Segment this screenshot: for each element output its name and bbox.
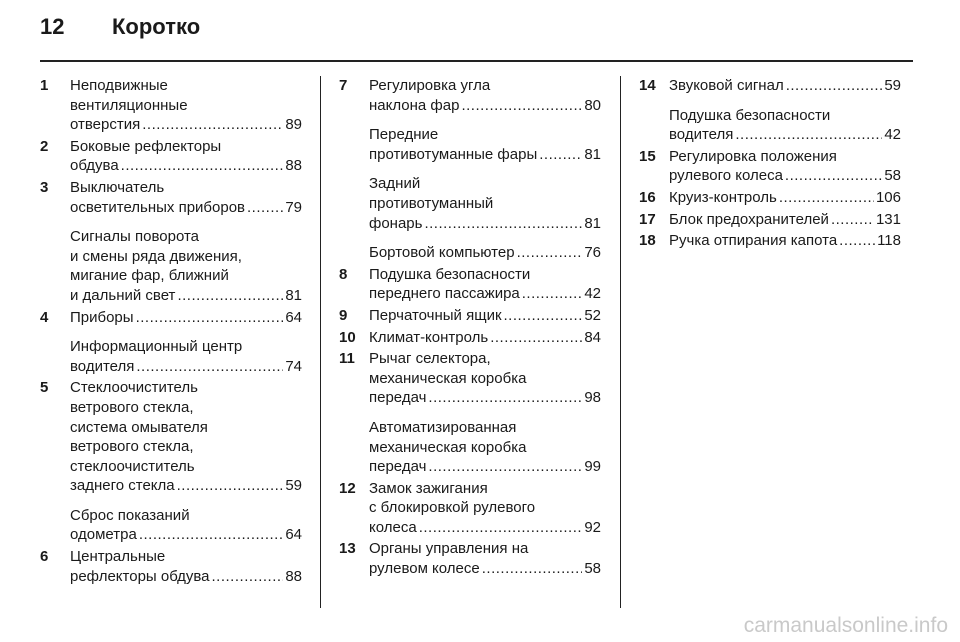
entry-text-line: с блокировкой рулевого (369, 499, 536, 517)
item-number: 7 (339, 77, 348, 94)
entry-leader-line (70, 476, 302, 496)
page-reference[interactable]: 59 (884, 77, 901, 94)
toc-column-2 (339, 76, 601, 589)
page-reference[interactable]: 42 (584, 285, 601, 303)
item-number: 5 (40, 379, 49, 397)
page-reference[interactable]: 52 (584, 306, 601, 324)
item-number: 4 (40, 308, 49, 326)
entry-text-line: Центральные (70, 548, 166, 566)
toc-entry[interactable] (40, 76, 302, 135)
entry-text-line: Боковые рефлекторы (70, 137, 222, 155)
dot-leader (139, 525, 283, 545)
entry-leader-line (669, 125, 901, 145)
page-reference[interactable]: 89 (285, 116, 302, 134)
page-reference[interactable]: 76 (584, 244, 601, 262)
toc-entry[interactable] (40, 178, 302, 217)
toc-entry[interactable] (639, 231, 901, 251)
toc-entry[interactable] (40, 227, 302, 305)
toc-entry[interactable] (40, 506, 302, 545)
entry-leader-line (70, 308, 302, 328)
item-number: 13 (339, 540, 356, 558)
toc-entry[interactable] (339, 479, 601, 538)
entry-text-line: Перчаточный ящик (369, 306, 502, 324)
toc-column-1 (40, 76, 302, 596)
entry-leader-line (70, 567, 302, 587)
page-reference[interactable]: 81 (584, 214, 601, 232)
toc-entry[interactable] (339, 76, 601, 115)
item-number: 10 (339, 328, 356, 346)
item-number: 18 (639, 232, 656, 250)
entry-leader-line (369, 284, 601, 304)
entry-text-line: и смены ряда движения, (70, 247, 242, 265)
item-number: 1 (40, 77, 49, 94)
item-number: 14 (639, 77, 656, 94)
toc-entry[interactable] (339, 243, 601, 263)
item-number: 16 (639, 188, 656, 206)
entry-leader-line (369, 96, 601, 116)
page-reference[interactable]: 64 (285, 526, 302, 544)
page-reference[interactable]: 118 (877, 232, 901, 250)
entry-leader-line (369, 388, 601, 408)
page-reference[interactable]: 81 (285, 286, 302, 304)
item-number: 9 (339, 306, 348, 324)
dot-leader (517, 243, 583, 263)
item-number: 2 (40, 137, 49, 155)
toc-entry[interactable] (40, 337, 302, 376)
entry-text-line: Регулировка угла (369, 77, 491, 94)
page-reference[interactable]: 99 (584, 458, 601, 476)
page-reference[interactable]: 131 (875, 210, 901, 228)
entry-leader-line (369, 243, 601, 263)
entry-leader-line (669, 76, 901, 96)
page-reference[interactable]: 59 (285, 477, 302, 495)
entry-text-line: ветрового стекла, (70, 438, 194, 456)
toc-entry[interactable] (339, 306, 601, 326)
toc-entry[interactable] (339, 349, 601, 408)
entry-text-line: колеса (369, 518, 417, 536)
column-divider (320, 76, 321, 608)
page-reference[interactable]: 74 (285, 357, 302, 375)
page-reference[interactable]: 64 (285, 308, 302, 326)
entry-leader-line (369, 214, 601, 234)
entry-text-line: осветительных приборов (70, 198, 246, 216)
dot-leader (247, 198, 283, 218)
toc-entry[interactable] (40, 378, 302, 496)
column-divider (620, 76, 621, 608)
entry-text-line: рефлекторы обдува (70, 567, 210, 585)
entry-text-line: и дальний свет (70, 286, 176, 304)
entry-text-line: Ручка отпирания капота (669, 232, 838, 250)
page-reference[interactable]: 81 (584, 145, 601, 163)
page-reference[interactable]: 84 (584, 328, 601, 346)
dot-leader (482, 559, 583, 579)
entry-text-line: ветрового стекла, (70, 398, 194, 416)
entry-text-line: механическая коробка (369, 438, 527, 456)
page-title: Коротко (112, 14, 201, 39)
entry-text-line: Регулировка положения (669, 147, 837, 165)
entry-text-line: передач (369, 458, 427, 476)
item-number: 15 (639, 147, 656, 165)
entry-text-line: мигание фар, ближний (70, 267, 229, 285)
entry-text-line: Бортовой компьютер (369, 244, 515, 262)
entry-text-line: Задний (369, 175, 421, 193)
toc-entry[interactable] (639, 76, 901, 96)
dot-leader (212, 567, 284, 587)
entry-text-line: Стеклоочиститель (70, 379, 198, 397)
toc-entry[interactable] (40, 547, 302, 586)
dot-leader (419, 518, 583, 538)
dot-leader (428, 457, 582, 477)
dot-leader (779, 188, 874, 208)
toc-entry[interactable] (339, 125, 601, 164)
entry-leader-line (669, 166, 901, 186)
entry-text-line: Органы управления на (369, 540, 529, 558)
page-reference[interactable]: 106 (875, 188, 901, 206)
entry-leader-line (70, 286, 302, 306)
toc-entry[interactable] (339, 539, 601, 578)
entry-text-line: переднего пассажира (369, 285, 520, 303)
toc-entry[interactable] (339, 265, 601, 304)
dot-leader (177, 476, 284, 496)
page-reference[interactable]: 58 (884, 167, 901, 185)
dot-leader (121, 156, 284, 176)
dot-leader (785, 166, 882, 186)
entry-text-line: механическая коробка (369, 369, 527, 387)
watermark: carmanualsonline.info (743, 614, 948, 637)
entry-leader-line (70, 115, 302, 135)
dot-leader (504, 306, 583, 326)
page-reference[interactable]: 88 (285, 157, 302, 175)
toc-entry[interactable] (639, 106, 901, 145)
dot-leader (136, 357, 283, 377)
entry-text-line: Передние (369, 126, 439, 144)
entry-text-line: Приборы (70, 308, 134, 326)
header-rule (40, 60, 913, 62)
entry-text-line: передач (369, 389, 427, 407)
entry-text-line: Круиз-контроль (669, 188, 777, 206)
page-header (40, 14, 200, 40)
entry-leader-line (669, 188, 901, 208)
entry-text-line: Замок зажигания (369, 479, 488, 497)
entry-leader-line (70, 198, 302, 218)
entry-text-line: заднего стекла (70, 477, 175, 495)
entry-leader-line (369, 457, 601, 477)
page-reference[interactable]: 98 (584, 389, 601, 407)
entry-text-line: Сброс показаний (70, 506, 190, 524)
entry-text-line: водителя (669, 126, 734, 144)
entry-text-line: противотуманный (369, 194, 494, 212)
entry-text-line: отверстия (70, 116, 141, 134)
entry-text-line: Блок предохранителей (669, 210, 829, 228)
page-reference[interactable]: 42 (884, 126, 901, 144)
entry-text-line: вентиляционные (70, 96, 188, 114)
toc-entry[interactable] (339, 418, 601, 477)
dot-leader (539, 145, 582, 165)
entry-leader-line (70, 156, 302, 176)
page-number: 12 (40, 14, 65, 39)
page-reference[interactable]: 58 (584, 560, 601, 578)
entry-text-line: Подушка безопасности (669, 106, 831, 124)
toc-entry[interactable] (40, 137, 302, 176)
entry-text-line: Сигналы поворота (70, 228, 200, 246)
dot-leader (490, 328, 582, 348)
dot-leader (424, 214, 582, 234)
dot-leader (428, 388, 582, 408)
entry-leader-line (369, 559, 601, 579)
item-number: 6 (40, 548, 49, 566)
page-reference[interactable]: 88 (285, 567, 302, 585)
dot-leader (831, 210, 874, 230)
page-reference[interactable]: 80 (584, 96, 601, 114)
entry-text-line: противотуманные фары (369, 145, 538, 163)
entry-leader-line (369, 306, 601, 326)
dot-leader (735, 125, 882, 145)
entry-text-line: рулевого колеса (669, 167, 783, 185)
toc-entry[interactable] (639, 147, 901, 186)
entry-text-line: стеклоочиститель (70, 457, 195, 475)
entry-text-line: Автоматизированная (369, 418, 517, 436)
entry-text-line: Информационный центр (70, 338, 243, 356)
entry-leader-line (70, 525, 302, 545)
entry-text-line: Рычаг селектора, (369, 350, 491, 368)
dot-leader (839, 231, 875, 251)
item-number: 12 (339, 479, 356, 497)
page-reference[interactable]: 92 (584, 518, 601, 536)
dot-leader (786, 76, 883, 96)
toc-entry[interactable] (339, 174, 601, 233)
entry-leader-line (369, 145, 601, 165)
toc-column-3 (639, 76, 901, 253)
entry-text-line: Неподвижные (70, 77, 168, 94)
entry-text-line: Подушка безопасности (369, 265, 531, 283)
page-reference[interactable]: 79 (285, 198, 302, 216)
entry-text-line: система омывателя (70, 418, 208, 436)
item-number: 8 (339, 265, 348, 283)
entry-text-line: обдува (70, 157, 119, 175)
entry-leader-line (369, 328, 601, 348)
item-number: 11 (339, 350, 355, 368)
entry-leader-line (369, 518, 601, 538)
entry-leader-line (70, 357, 302, 377)
entry-text-line: фонарь (369, 214, 423, 232)
entry-text-line: Выключатель (70, 178, 165, 196)
entry-text-line: Климат-контроль (369, 328, 489, 346)
toc-entry[interactable] (339, 328, 601, 348)
entry-text-line: Звуковой сигнал (669, 77, 784, 94)
entry-text-line: водителя (70, 357, 135, 375)
entry-leader-line (669, 231, 901, 251)
entry-leader-line (669, 210, 901, 230)
dot-leader (142, 115, 283, 135)
entry-text-line: рулевом колесе (369, 560, 480, 578)
dot-leader (461, 96, 582, 116)
toc-entry[interactable] (40, 308, 302, 328)
entry-text-line: наклона фар (369, 96, 460, 114)
toc-entry[interactable] (639, 210, 901, 230)
entry-text-line: одометра (70, 526, 137, 544)
dot-leader (136, 308, 284, 328)
toc-entry[interactable] (639, 188, 901, 208)
dot-leader (522, 284, 583, 304)
item-number: 3 (40, 178, 49, 196)
dot-leader (177, 286, 283, 306)
item-number: 17 (639, 210, 656, 228)
